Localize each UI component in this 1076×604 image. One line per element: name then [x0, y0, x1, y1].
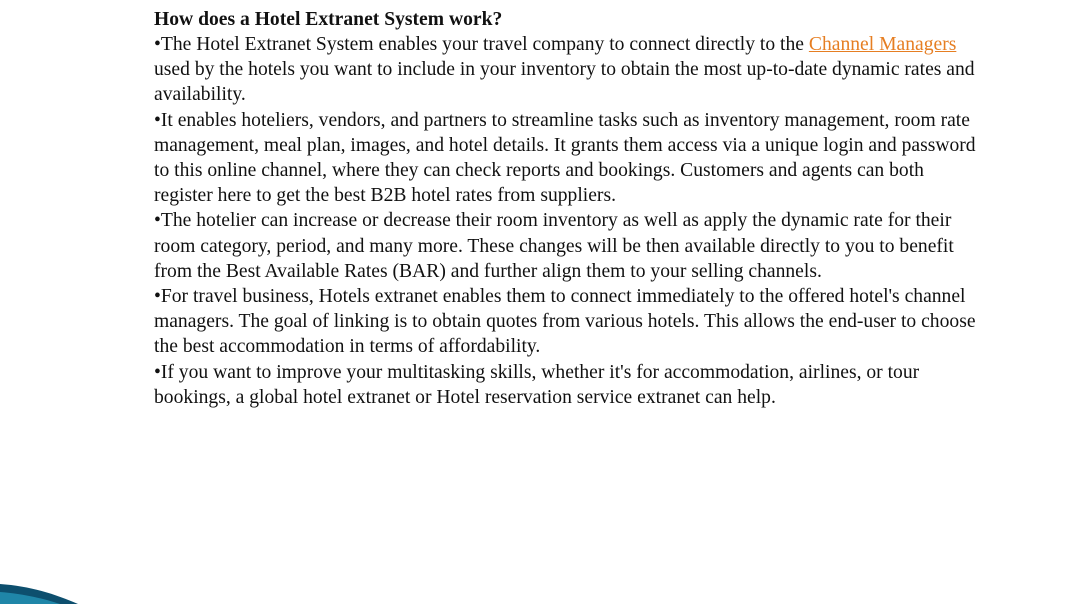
paragraph-inventory: •The hotelier can increase or decrease their room inventory as well as apply the dynamic rate for their room category, period, and many more. These changes will be then available directly to you to benefit from the Best Available Rates (BAR) and further align them to your selling channels. [154, 210, 954, 282]
paragraph-text: used by the hotels you want to include in your inventory to obtain the most up-to-date dynamic rates and availability. [154, 59, 975, 106]
paragraph-text: •The Hotel Extranet System enables your travel company to connect directly to the [154, 34, 809, 55]
channel-managers-link[interactable]: Channel Managers [808, 34, 957, 55]
paragraph-hoteliers: •It enables hoteliers, vendors, and partners to streamline tasks such as inventory management, room rate management, meal plan, images, and hotel details. It grants them access via a unique login and password to this online channel, where they can check reports and bookings. Customers and agents can both register here to get the best B2B hotel rates from suppliers. [154, 109, 976, 207]
slide-content [154, 7, 984, 410]
paragraph-channel-managers [154, 32, 984, 108]
paragraph-multitasking: •If you want to improve your multitasking skills, whether it's for accommodation, airlines, or tour bookings, a global hotel extranet or Hotel reservation service extranet can help. [154, 361, 920, 408]
paragraph-travel-business: •For travel business, Hotels extranet enables them to connect immediately to the offered hotel's channel managers. The goal of linking is to obtain quotes from various hotels. This allows the end-user to choose the best accommodation in terms of affordability. [154, 286, 976, 358]
slide-heading: How does a Hotel Extranet System work? [154, 9, 503, 30]
decorative-swoosh [0, 574, 120, 604]
